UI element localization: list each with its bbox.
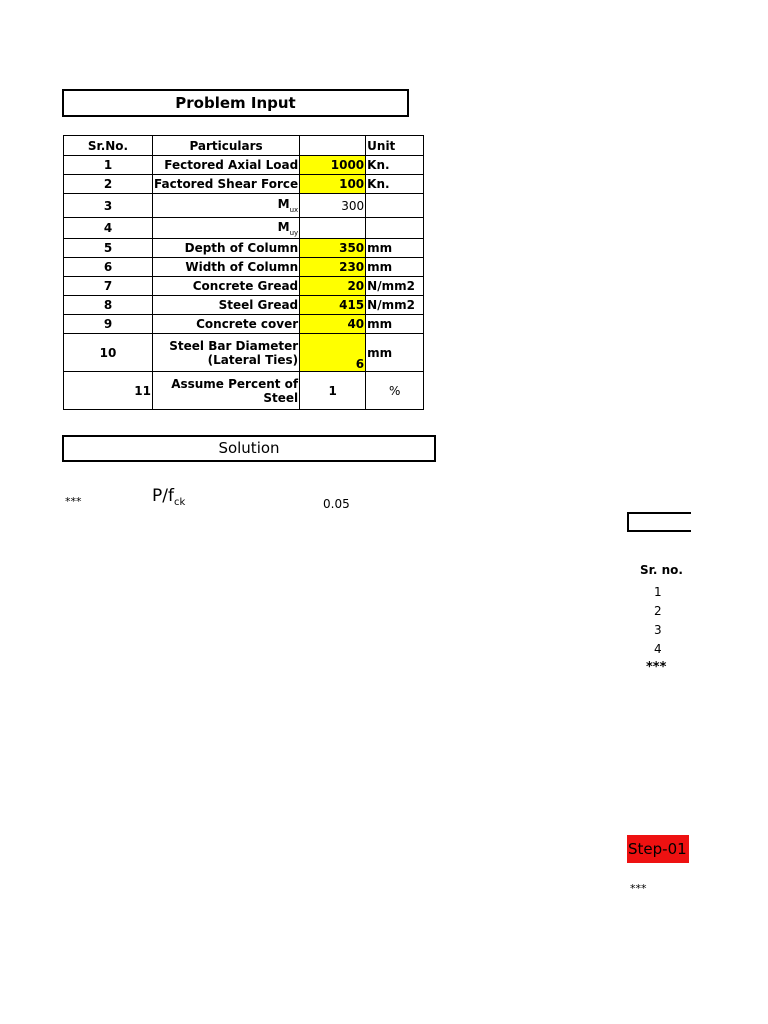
list-item: 3 <box>654 623 662 637</box>
table-row <box>64 315 424 334</box>
row-unit: Kn. <box>366 175 424 194</box>
row-srno: 3 <box>64 194 153 218</box>
row-particular <box>153 218 300 239</box>
row-value-cell[interactable]: 40 <box>300 315 366 334</box>
row-particular: Steel Gread <box>153 296 300 315</box>
moment-subscript: ux <box>289 206 299 214</box>
table-row <box>64 258 424 277</box>
problem-input-table <box>63 135 424 410</box>
row-unit <box>366 218 424 239</box>
table-row <box>64 194 424 218</box>
row-srno: 7 <box>64 277 153 296</box>
row-srno: 6 <box>64 258 153 277</box>
row-particular: Factored Shear Force <box>153 175 300 194</box>
row-unit: Kn. <box>366 156 424 175</box>
row-value-cell[interactable]: 20 <box>300 277 366 296</box>
table-row <box>64 156 424 175</box>
row-unit: N/mm2 <box>366 296 424 315</box>
row-srno: 1 <box>64 156 153 175</box>
header-srno: Sr.No. <box>64 136 153 156</box>
table-row <box>64 334 424 372</box>
table-row <box>64 175 424 194</box>
moment-symbol: M <box>277 197 290 211</box>
row-particular: Concrete Gread <box>153 277 300 296</box>
row-particular: Width of Column <box>153 258 300 277</box>
table-row <box>64 277 424 296</box>
table-row <box>64 372 424 410</box>
row-value-cell[interactable]: 6 <box>300 334 366 372</box>
list-item: 1 <box>654 585 662 599</box>
row-unit: mm <box>366 258 424 277</box>
particular-line-1: Assume Percent of <box>171 376 299 391</box>
particular-line-2: (Lateral Ties) <box>207 352 299 367</box>
row-srno: 5 <box>64 239 153 258</box>
solution-title: Solution <box>62 435 436 462</box>
row-unit: % <box>366 372 424 410</box>
row-value-cell[interactable]: 350 <box>300 239 366 258</box>
row-value-cell[interactable]: 300 <box>300 194 366 218</box>
step-label: Step-01 <box>627 835 689 863</box>
particular-line-1: Steel Bar Diameter <box>169 338 299 353</box>
problem-input-title: Problem Input <box>62 89 409 117</box>
ratio-subscript: ck <box>173 497 186 508</box>
right-srno-header: Sr. no. <box>640 563 683 577</box>
row-unit: N/mm2 <box>366 277 424 296</box>
row-srno: 9 <box>64 315 153 334</box>
row-unit: mm <box>366 315 424 334</box>
row-unit <box>366 194 424 218</box>
row-value-cell[interactable]: 1000 <box>300 156 366 175</box>
list-item: 4 <box>654 642 662 656</box>
table-row <box>64 218 424 239</box>
row-value-cell[interactable]: 100 <box>300 175 366 194</box>
row-srno: 10 <box>64 334 153 372</box>
row-srno: 4 <box>64 218 153 239</box>
row-value-cell[interactable]: 230 <box>300 258 366 277</box>
table-header-row <box>64 136 424 156</box>
table-row <box>64 239 424 258</box>
row-unit: mm <box>366 334 424 372</box>
row-value-cell[interactable]: 1 <box>300 372 366 410</box>
row-srno: 2 <box>64 175 153 194</box>
header-unit: Unit <box>366 136 424 156</box>
header-particulars: Particulars <box>153 136 300 156</box>
particular-line-2: Steel <box>263 390 299 405</box>
right-header-box <box>627 512 691 532</box>
ratio-value: 0.05 <box>323 497 350 511</box>
right-stars: *** <box>646 660 667 675</box>
solution-stars: *** <box>65 495 82 508</box>
row-particular: Depth of Column <box>153 239 300 258</box>
row-unit: mm <box>366 239 424 258</box>
row-particular <box>153 334 300 372</box>
moment-symbol: M <box>277 219 290 234</box>
row-srno: 11 <box>64 372 153 410</box>
row-srno: 8 <box>64 296 153 315</box>
moment-subscript: uy <box>289 228 299 237</box>
header-value <box>300 136 366 156</box>
ratio-label <box>152 486 185 508</box>
ratio-symbol: P/f <box>152 486 174 506</box>
row-particular <box>153 372 300 410</box>
row-particular: Concrete cover <box>153 315 300 334</box>
list-item: 2 <box>654 604 662 618</box>
row-particular: Fectored Axial Load <box>153 156 300 175</box>
row-value-cell[interactable]: 415 <box>300 296 366 315</box>
table-row <box>64 296 424 315</box>
row-value-cell[interactable] <box>300 218 366 239</box>
step-stars: *** <box>630 882 647 895</box>
row-particular <box>153 194 300 218</box>
